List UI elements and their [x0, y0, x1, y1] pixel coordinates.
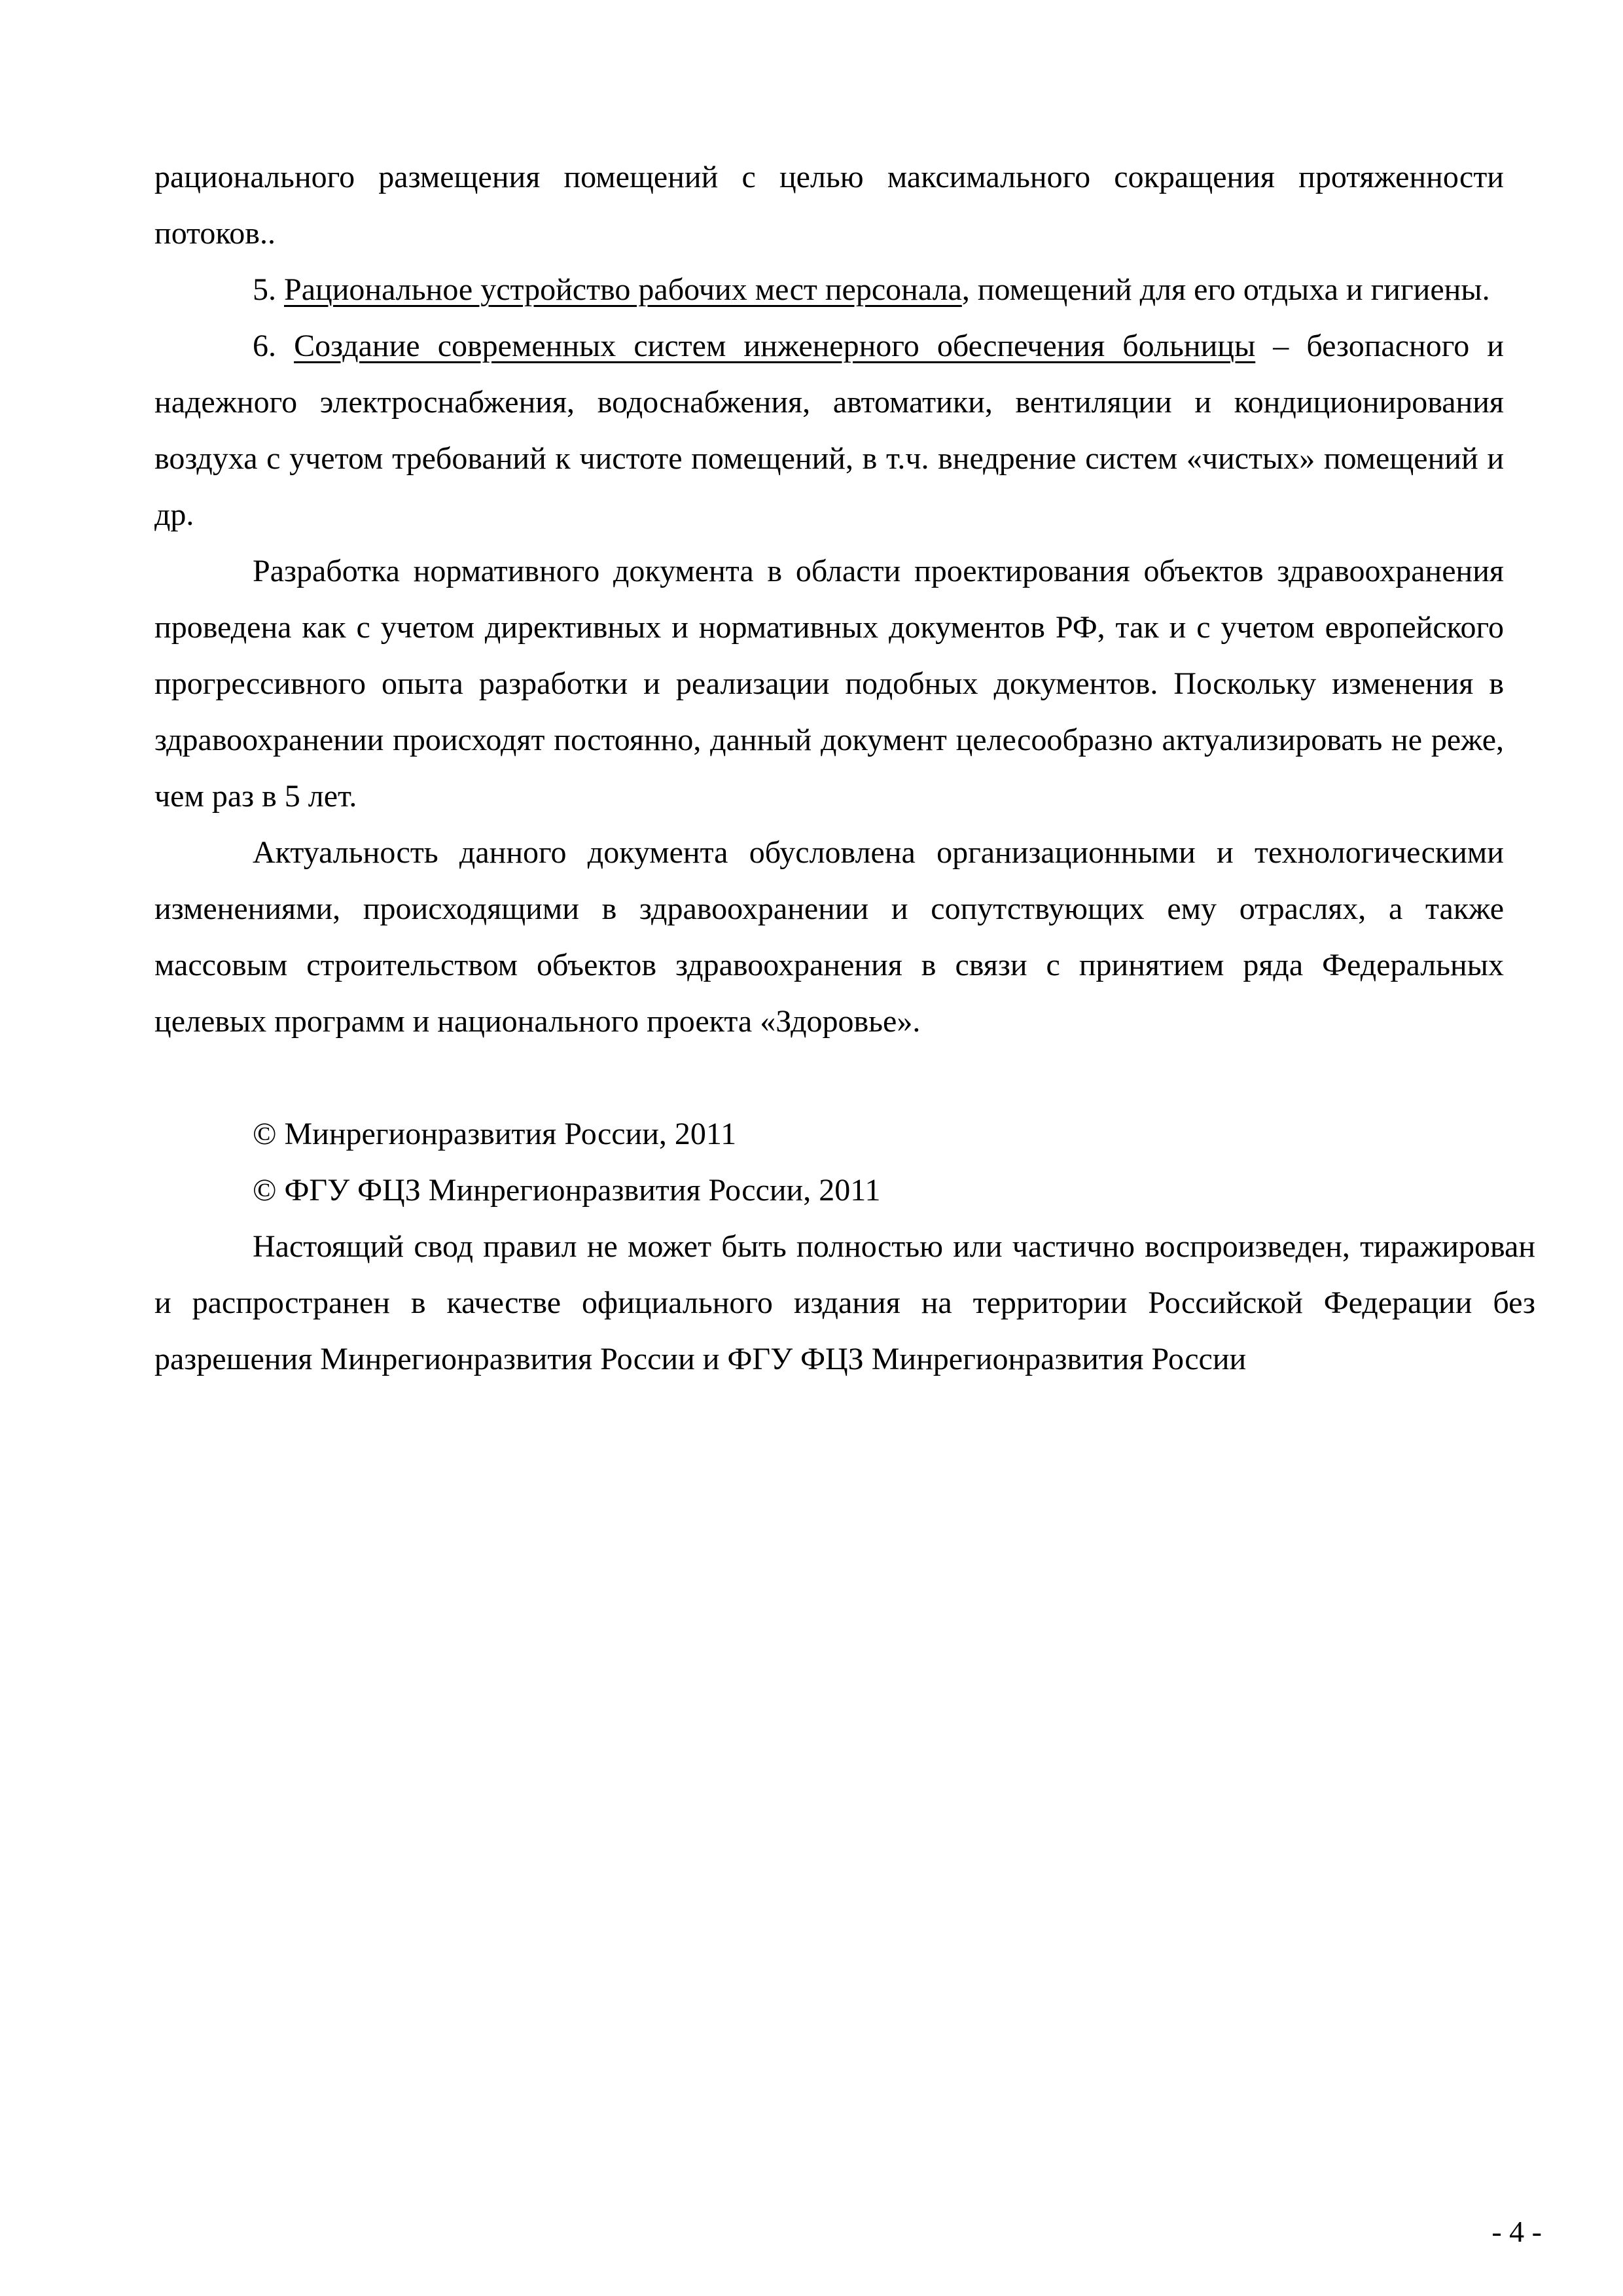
item-6-text: – безопасного и надежного электроснабжения, водоснабжения, автоматики, вентиляции и кондиционирования воздуха с учетом требований к чистоте помещений, в т.ч. внедрение систем «чистых» помещений и др. — [154, 329, 1504, 532]
section-spacer — [154, 1050, 1504, 1106]
page-number: - 4 - — [1491, 2215, 1542, 2248]
item-5-number: 5. — [253, 272, 276, 307]
item-5-text: , помещений для его отдыха и гигиены. — [961, 272, 1490, 307]
paragraph-item-6 — [154, 318, 1504, 543]
document-body — [154, 149, 1535, 1388]
paragraph-relevance: Актуальность данного документа обусловлена организационными и технологическими изменениями, происходящими в здравоохранении и сопутствующих ему отраслях, а также массовым строительством объектов здравоохранения в связи с принятием ряда Федеральных целевых программ и национального проекта «Здоровье». — [154, 835, 1504, 1039]
item-5-heading: Рациональное устройство рабочих мест персонала — [284, 272, 962, 307]
copyright-fgu: © ФГУ ФЦЗ Минрегионразвития России, 2011 — [253, 1173, 881, 1208]
paragraph-normative-document: Разработка нормативного документа в области проектирования объектов здравоохранения проведена как с учетом директивных и нормативных документов РФ, так и с учетом европейского прогрессивного опыта разработки и реализации подобных документов. Поскольку изменения в здравоохранении происходят постоянно, данный документ целесообразно актуализировать не реже, чем раз в 5 лет. — [154, 554, 1504, 814]
item-6-heading: Создание современных систем инженерного обеспечения больницы — [294, 329, 1256, 363]
paragraph-flow-optimization: рационального размещения помещений с целью максимального сокращения протяженности потоков.. — [154, 160, 1504, 251]
copyright-ministry: © Минрегионразвития России, 2011 — [253, 1117, 737, 1151]
paragraph-item-5 — [154, 262, 1504, 318]
item-6-number: 6. — [253, 329, 276, 363]
reproduction-notice: Настоящий свод правил не может быть полностью или частично воспроизведен, тиражирован и распространен в качестве официального издания на территории Российской Федерации без разрешения Минрегионразвития России и ФГУ ФЦЗ Минрегионразвития России — [154, 1229, 1535, 1376]
